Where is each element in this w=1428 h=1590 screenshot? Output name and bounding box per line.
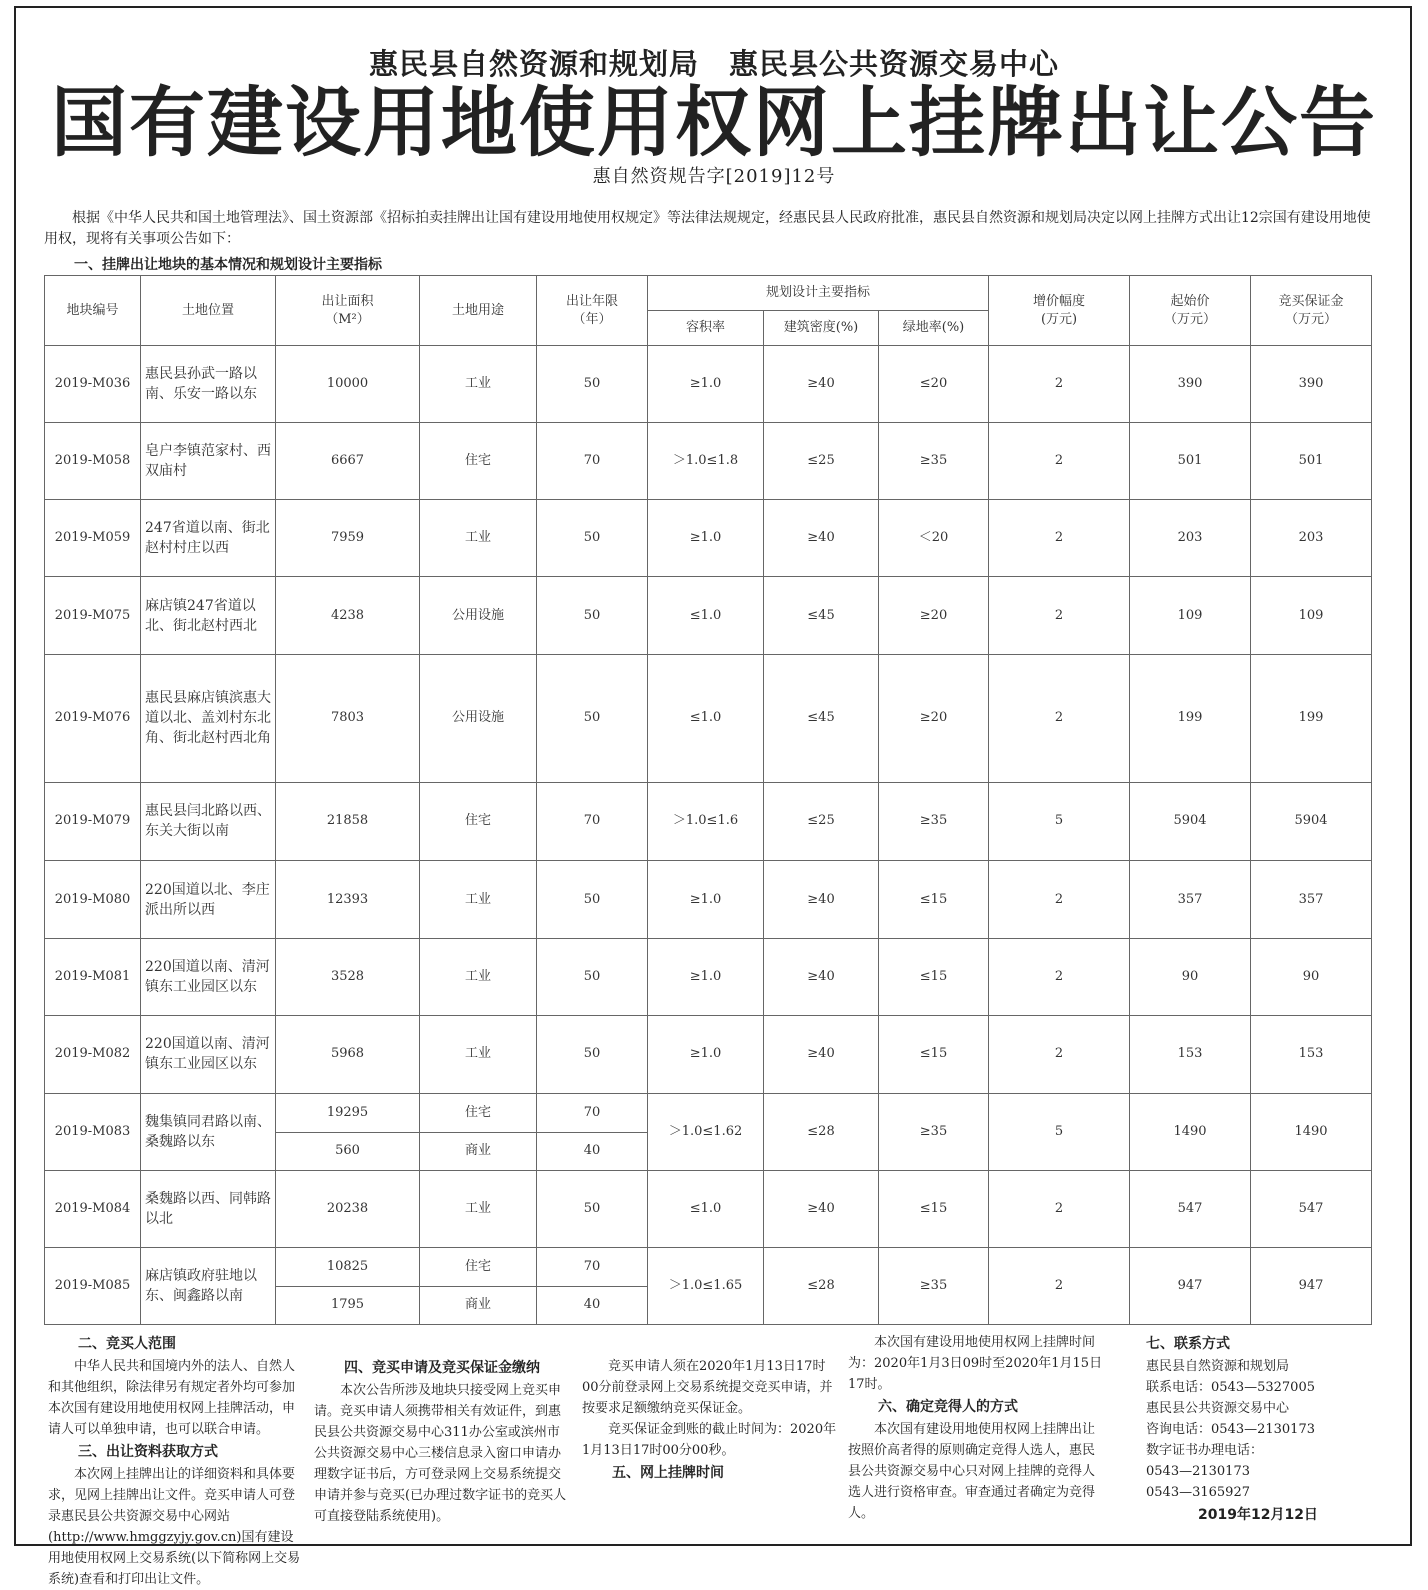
cell-density: ≤25	[764, 423, 879, 500]
cell-location: 麻店镇247省道以北、街北赵村西北	[141, 577, 276, 654]
table-row	[45, 1247, 1372, 1286]
cell-density: ≤45	[764, 654, 879, 782]
cell-location: 247省道以南、街北赵村村庄以西	[141, 500, 276, 577]
header-location: 土地位置	[141, 276, 276, 346]
cell-deposit: 109	[1251, 577, 1372, 654]
cell-far: ≤1.0	[648, 577, 764, 654]
cell-area: 10000	[276, 346, 420, 423]
cell-increment: 2	[989, 939, 1130, 1016]
cell-use: 工业	[420, 1170, 537, 1247]
cell-area: 21858	[276, 782, 420, 860]
cell-deposit: 390	[1251, 346, 1372, 423]
cell-term: 70	[537, 1247, 648, 1286]
cell-increment: 2	[989, 1247, 1130, 1324]
cell-area: 5968	[276, 1016, 420, 1093]
cell-location: 220国道以南、清河镇东工业园区以东	[141, 1016, 276, 1093]
header-density: 建筑密度(%)	[764, 311, 879, 346]
table-row	[45, 654, 1372, 782]
cell-use: 工业	[420, 861, 537, 939]
section4-text-2: 竞买申请人须在2020年1月13日17时00分前登录网上交易系统提交竞买申请，并按要求足额缴纳竞买保证金。	[582, 1359, 833, 1416]
cell-start-price: 203	[1130, 500, 1251, 577]
section3-text: 本次网上挂牌出让的详细资料和具体要求，见网上挂牌出让文件。竞买申请人可登录惠民县公共资源交易中心网站(http://www.hmggzyjy.gov.cn)国有建设用地使用权网上交易系统(以下简称网上交易系统)查看和打印出让文件。	[48, 1467, 301, 1587]
text-column-1	[48, 1332, 304, 1590]
cell-area: 6667	[276, 423, 420, 500]
table-row	[45, 346, 1372, 423]
cell-start-price: 390	[1130, 346, 1251, 423]
section1-title: 一、挂牌出让地块的基本情况和规划设计主要指标	[74, 257, 382, 273]
table-row	[45, 423, 1372, 500]
cell-green: ≥20	[879, 654, 989, 782]
section4-text-3: 竞买保证金到账的截止时间为：2020年1月13日17时00分00秒。	[582, 1422, 837, 1458]
cell-start-price: 109	[1130, 577, 1251, 654]
cell-id: 2019-M080	[45, 861, 141, 939]
cell-green: ≤15	[879, 1016, 989, 1093]
cell-use: 工业	[420, 939, 537, 1016]
cell-location: 桑魏路以西、同韩路以北	[141, 1170, 276, 1247]
contact-line: 数字证书办理电话：	[1146, 1443, 1264, 1458]
cell-far: ＞1.0≤1.65	[648, 1247, 764, 1324]
cell-term: 70	[537, 1093, 648, 1132]
cell-id: 2019-M036	[45, 346, 141, 423]
cell-area: 12393	[276, 861, 420, 939]
cell-location: 220国道以南、清河镇东工业园区以东	[141, 939, 276, 1016]
table-row	[45, 500, 1372, 577]
section4-title: 四、竞买申请及竞买保证金缴纳	[344, 1360, 540, 1376]
issuers-line: 惠民县自然资源和规划局 惠民县公共资源交易中心	[368, 47, 1059, 81]
cell-use: 工业	[420, 500, 537, 577]
cell-location: 惠民县闫北路以西、东关大街以南	[141, 782, 276, 860]
cell-deposit: 153	[1251, 1016, 1372, 1093]
cell-start-price: 357	[1130, 861, 1251, 939]
cell-term: 50	[537, 939, 648, 1016]
cell-use: 住宅	[420, 423, 537, 500]
cell-term: 50	[537, 500, 648, 577]
land-plots-table	[44, 275, 1372, 1325]
cell-green: ＜20	[879, 500, 989, 577]
cell-use: 商业	[420, 1286, 537, 1324]
cell-area: 19295	[276, 1093, 420, 1132]
cell-area: 1795	[276, 1286, 420, 1324]
cell-term: 50	[537, 1016, 648, 1093]
cell-use: 住宅	[420, 1093, 537, 1132]
cell-use: 住宅	[420, 782, 537, 860]
cell-id: 2019-M079	[45, 782, 141, 860]
cell-increment: 2	[989, 577, 1130, 654]
cell-density: ≥40	[764, 939, 879, 1016]
cell-green: ≥35	[879, 782, 989, 860]
cell-id: 2019-M059	[45, 500, 141, 577]
section5-title: 五、网上挂牌时间	[612, 1465, 724, 1481]
cell-deposit: 1490	[1251, 1093, 1372, 1170]
cell-start-price: 199	[1130, 654, 1251, 782]
header-deposit: 竞买保证金 （万元）	[1251, 276, 1372, 346]
cell-density: ≥40	[764, 500, 879, 577]
cell-location: 220国道以北、李庄派出所以西	[141, 861, 276, 939]
contact-line: 惠民县公共资源交易中心	[1146, 1401, 1290, 1416]
cell-deposit: 199	[1251, 654, 1372, 782]
cell-green: ≥35	[879, 423, 989, 500]
header-increment: 增价幅度 (万元)	[989, 276, 1130, 346]
cell-use: 住宅	[420, 1247, 537, 1286]
header-start-price: 起始价 （万元）	[1130, 276, 1251, 346]
cell-increment: 2	[989, 423, 1130, 500]
text-column-3	[582, 1356, 838, 1485]
cell-far: ≥1.0	[648, 861, 764, 939]
cell-location: 魏集镇同君路以南、桑魏路以东	[141, 1093, 276, 1170]
cell-id: 2019-M085	[45, 1247, 141, 1324]
cell-term: 50	[537, 1170, 648, 1247]
section7-title: 七、联系方式	[1146, 1336, 1230, 1352]
cell-id: 2019-M076	[45, 654, 141, 782]
cell-start-price: 90	[1130, 939, 1251, 1016]
cell-id: 2019-M058	[45, 423, 141, 500]
cell-area: 4238	[276, 577, 420, 654]
cell-green: ≤15	[879, 1170, 989, 1247]
cell-start-price: 153	[1130, 1016, 1251, 1093]
cell-density: ≥40	[764, 346, 879, 423]
cell-density: ≤28	[764, 1247, 879, 1324]
cell-start-price: 1490	[1130, 1093, 1251, 1170]
section6-text: 本次国有建设用地使用权网上挂牌出让按照价高者得的原则确定竞得人选人，惠民县公共资源交易中心只对网上挂牌的竞得人选人进行资格审查。审查通过者确定为竞得人。	[848, 1422, 1096, 1521]
cell-id: 2019-M082	[45, 1016, 141, 1093]
cell-location: 惠民县麻店镇滨惠大道以北、盖刘村东北角、街北赵村西北角	[141, 654, 276, 782]
cell-increment: 5	[989, 1093, 1130, 1170]
cell-density: ≥40	[764, 861, 879, 939]
cell-green: ≤20	[879, 346, 989, 423]
header-green: 绿地率(%)	[879, 311, 989, 346]
cell-area: 7959	[276, 500, 420, 577]
cell-use: 公用设施	[420, 654, 537, 782]
table-row	[45, 939, 1372, 1016]
text-column-5	[1146, 1332, 1386, 1503]
cell-green: ≤15	[879, 939, 989, 1016]
cell-density: ≤28	[764, 1093, 879, 1170]
cell-density: ≤45	[764, 577, 879, 654]
cell-location: 麻店镇政府驻地以东、闽鑫路以南	[141, 1247, 276, 1324]
page-title: 国有建设用地使用权网上挂牌出让公告	[51, 78, 1377, 167]
cell-id: 2019-M084	[45, 1170, 141, 1247]
cell-far: ＞1.0≤1.62	[648, 1093, 764, 1170]
section2-title: 二、竞买人范围	[78, 1336, 176, 1352]
text-column-4	[848, 1332, 1106, 1524]
cell-far: ＞1.0≤1.8	[648, 423, 764, 500]
header-id: 地块编号	[45, 276, 141, 346]
cell-id: 2019-M075	[45, 577, 141, 654]
cell-far: ≥1.0	[648, 939, 764, 1016]
header-far: 容积率	[648, 311, 764, 346]
section6-title: 六、确定竞得人的方式	[878, 1399, 1018, 1415]
cell-far: ＞1.0≤1.6	[648, 782, 764, 860]
cell-far: ≥1.0	[648, 1016, 764, 1093]
contact-line: 惠民县自然资源和规划局	[1146, 1359, 1290, 1374]
cell-start-price: 5904	[1130, 782, 1251, 860]
header-area: 出让面积 （M²）	[276, 276, 420, 346]
cell-term: 70	[537, 423, 648, 500]
cell-location: 皂户李镇范家村、西双庙村	[141, 423, 276, 500]
document-number: 惠自然资规告字[2019]12号	[592, 166, 836, 187]
cell-deposit: 547	[1251, 1170, 1372, 1247]
intro-paragraph: 根据《中华人民共和国土地管理法》、国土资源部《招标拍卖挂牌出让国有建设用地使用权规定》等法律法规规定，经惠民县人民政府批准，惠民县自然资源和规划局决定以网上挂牌方式出让12宗国有建设用地使用权，现将有关事项公告如下：	[44, 210, 1371, 247]
cell-term: 40	[537, 1286, 648, 1324]
cell-start-price: 947	[1130, 1247, 1251, 1324]
cell-far: ≥1.0	[648, 500, 764, 577]
cell-deposit: 357	[1251, 861, 1372, 939]
cell-term: 50	[537, 346, 648, 423]
contact-line: 0543—2130173	[1146, 1464, 1250, 1479]
cell-deposit: 90	[1251, 939, 1372, 1016]
contact-line: 咨询电话：0543—2130173	[1146, 1422, 1315, 1437]
cell-term: 40	[537, 1132, 648, 1170]
cell-green: ≥20	[879, 577, 989, 654]
cell-green: ≤15	[879, 861, 989, 939]
header-use: 土地用途	[420, 276, 537, 346]
contact-line: 0543—3165927	[1146, 1485, 1250, 1500]
cell-density: ≥40	[764, 1170, 879, 1247]
cell-id: 2019-M081	[45, 939, 141, 1016]
cell-density: ≥40	[764, 1016, 879, 1093]
cell-far: ≤1.0	[648, 654, 764, 782]
section5-text: 本次国有建设用地使用权网上挂牌时间为：2020年1月3日09时至2020年1月15日17时。	[848, 1335, 1103, 1392]
cell-green: ≥35	[879, 1093, 989, 1170]
section4-text-1: 本次公告所涉及地块只接受网上竞买申请。竞买申请人须携带相关有效证件，到惠民县公共资源交易中心311办公室或滨州市公共资源交易中心三楼信息录入窗口申请办理数字证书后，方可登录网上交易系统提交申请并参与竞买(已办理过数字证书的竞买人可直接登陆系统使用)。	[314, 1383, 567, 1524]
text-column-2	[314, 1356, 570, 1527]
cell-term: 50	[537, 577, 648, 654]
cell-deposit: 501	[1251, 423, 1372, 500]
cell-density: ≤25	[764, 782, 879, 860]
cell-increment: 2	[989, 1016, 1130, 1093]
table-row	[45, 782, 1372, 860]
cell-far: ≤1.0	[648, 1170, 764, 1247]
cell-far: ≥1.0	[648, 346, 764, 423]
cell-increment: 2	[989, 1170, 1130, 1247]
section3-title: 三、出让资料获取方式	[78, 1444, 218, 1460]
table-row	[45, 1093, 1372, 1132]
cell-area: 560	[276, 1132, 420, 1170]
cell-use: 商业	[420, 1132, 537, 1170]
cell-term: 50	[537, 654, 648, 782]
cell-deposit: 5904	[1251, 782, 1372, 860]
section2-text: 中华人民共和国境内外的法人、自然人和其他组织，除法律另有规定者外均可参加本次国有建设用地使用权网上挂牌活动，申请人可以单独申请，也可以联合申请。	[48, 1359, 296, 1437]
cell-start-price: 501	[1130, 423, 1251, 500]
cell-start-price: 547	[1130, 1170, 1251, 1247]
cell-term: 70	[537, 782, 648, 860]
cell-location: 惠民县孙武一路以南、乐安一路以东	[141, 346, 276, 423]
cell-area: 20238	[276, 1170, 420, 1247]
cell-deposit: 203	[1251, 500, 1372, 577]
cell-use: 公用设施	[420, 577, 537, 654]
header-term: 出让年限 （年）	[537, 276, 648, 346]
cell-increment: 2	[989, 654, 1130, 782]
cell-area: 10825	[276, 1247, 420, 1286]
cell-term: 50	[537, 861, 648, 939]
cell-use: 工业	[420, 1016, 537, 1093]
cell-increment: 5	[989, 782, 1130, 860]
table-row	[45, 1016, 1372, 1093]
contact-line: 联系电话：0543—5327005	[1146, 1380, 1315, 1395]
cell-area: 3528	[276, 939, 420, 1016]
cell-green: ≥35	[879, 1247, 989, 1324]
cell-increment: 2	[989, 346, 1130, 423]
header-planning: 规划设计主要指标	[648, 276, 989, 311]
cell-use: 工业	[420, 346, 537, 423]
table-row	[45, 861, 1372, 939]
table-row	[45, 1170, 1372, 1247]
cell-area: 7803	[276, 654, 420, 782]
table-row	[45, 577, 1372, 654]
cell-increment: 2	[989, 861, 1130, 939]
announcement-date: 2019年12月12日	[1198, 1507, 1318, 1523]
cell-deposit: 947	[1251, 1247, 1372, 1324]
cell-increment: 2	[989, 500, 1130, 577]
cell-id: 2019-M083	[45, 1093, 141, 1170]
